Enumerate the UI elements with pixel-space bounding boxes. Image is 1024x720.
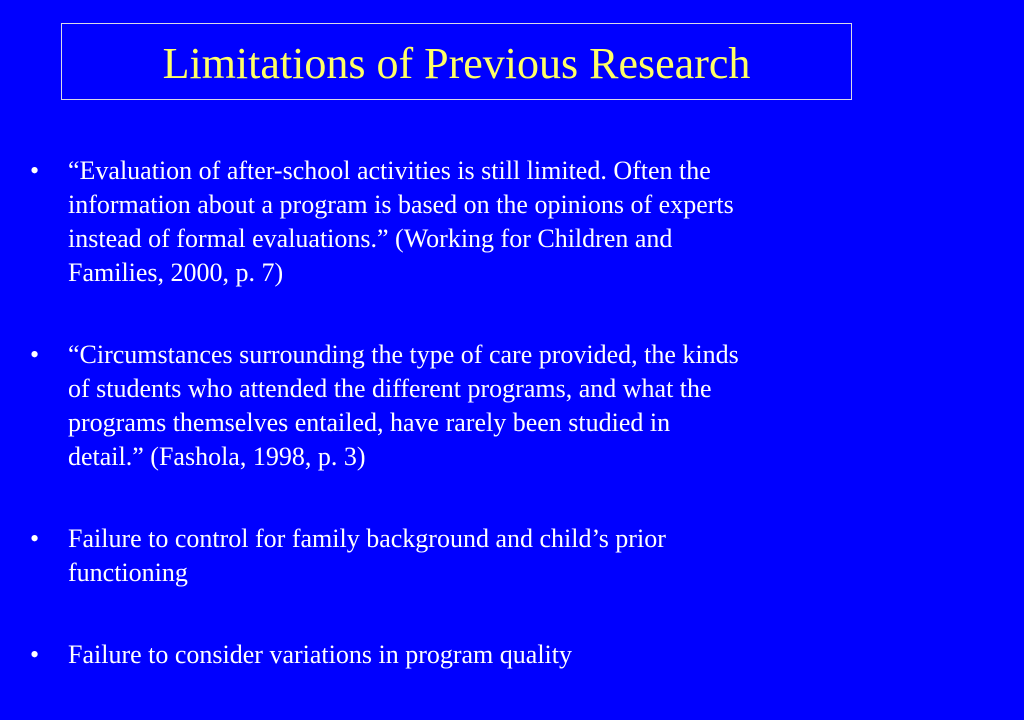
bullet-text: Failure to control for family background and child’s prior functioning xyxy=(68,524,666,587)
bullet-icon: • xyxy=(30,524,40,553)
bullet-text: “Evaluation of after-school activities is still limited. Often the information about a program is based on the opinions of experts instead of formal evaluations.” (Working for Children and Families, 2000, p. 7) xyxy=(68,156,734,287)
bullet-text: “Circumstances surrounding the type of care provided, the kinds of students who attended the different programs, and what the programs themselves entailed, have rarely been studied in detail.” (Fashola, 1998, p. 3) xyxy=(68,340,739,471)
bullet-item xyxy=(30,154,890,290)
bullet-text: Failure to consider variations in program quality xyxy=(68,640,572,669)
bullet-item xyxy=(30,338,890,474)
slide-title: Limitations of Previous Research xyxy=(162,38,751,88)
bullet-icon: • xyxy=(30,156,40,185)
bullet-icon: • xyxy=(30,340,40,369)
bullet-list xyxy=(30,154,890,720)
bullet-item xyxy=(30,638,890,672)
bullet-item xyxy=(30,522,890,590)
bullet-icon: • xyxy=(30,640,40,669)
title-box xyxy=(61,23,852,100)
